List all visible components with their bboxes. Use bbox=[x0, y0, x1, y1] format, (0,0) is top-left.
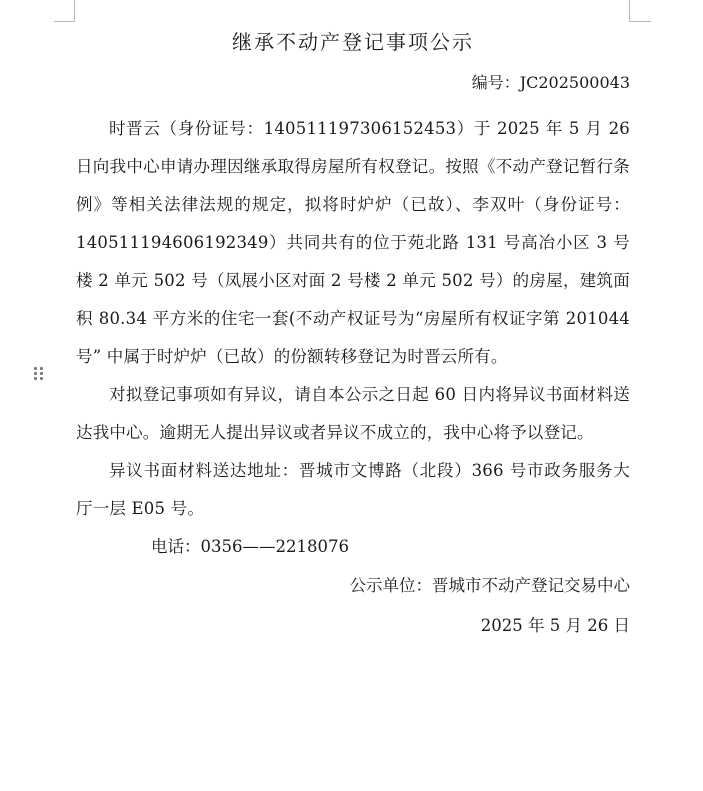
publish-date: 2025 年 5 月 26 日 bbox=[480, 616, 630, 635]
paragraph-announcement: 时晋云（身份证号：140511197306152453）于 2025 年 5 月 26 日向我中心申请办理因继承取得房屋所有权登记。按照《不动产登记暂行条例》等相关法律法规的规定，拟将时炉炉（已故）、李双叶（身份证号：140511194606192349）共同共有的位于苑北路 131 号高冶小区 3 号楼 2 单元 502 号（凤展小区对面 2 号楼 2 单元 502 号）的房屋，建筑面积 80.34 平方米的住宅一套(不动产权证号为“房屋所有权证字第 201044 号” 中属于时炉炉（已故）的份额转移登记为时晋云所有。 bbox=[76, 119, 630, 366]
page-corner-mark-left bbox=[54, 0, 75, 22]
drag-handle-icon[interactable] bbox=[34, 367, 44, 383]
paragraph-objection: 对拟登记事项如有异议，请自本公示之日起 60 日内将异议书面材料送达我中心。逾期无人提出异议或者异议不成立的，我中心将予以登记。 bbox=[76, 385, 630, 442]
page-corner-mark-right bbox=[629, 0, 651, 22]
contact-phone: 电话：0356——2218076 bbox=[151, 537, 349, 556]
serial-number: 编号：JC202500043 bbox=[471, 73, 630, 92]
paragraph-address: 异议书面材料送达地址：晋城市文博路（北段）366 号市政务服务大厅一层 E05 号。 bbox=[76, 461, 630, 518]
publisher: 公示单位：晋城市不动产登记交易中心 bbox=[349, 576, 630, 595]
document-body bbox=[76, 26, 630, 646]
document-title: 继承不动产登记事项公示 bbox=[232, 30, 474, 54]
